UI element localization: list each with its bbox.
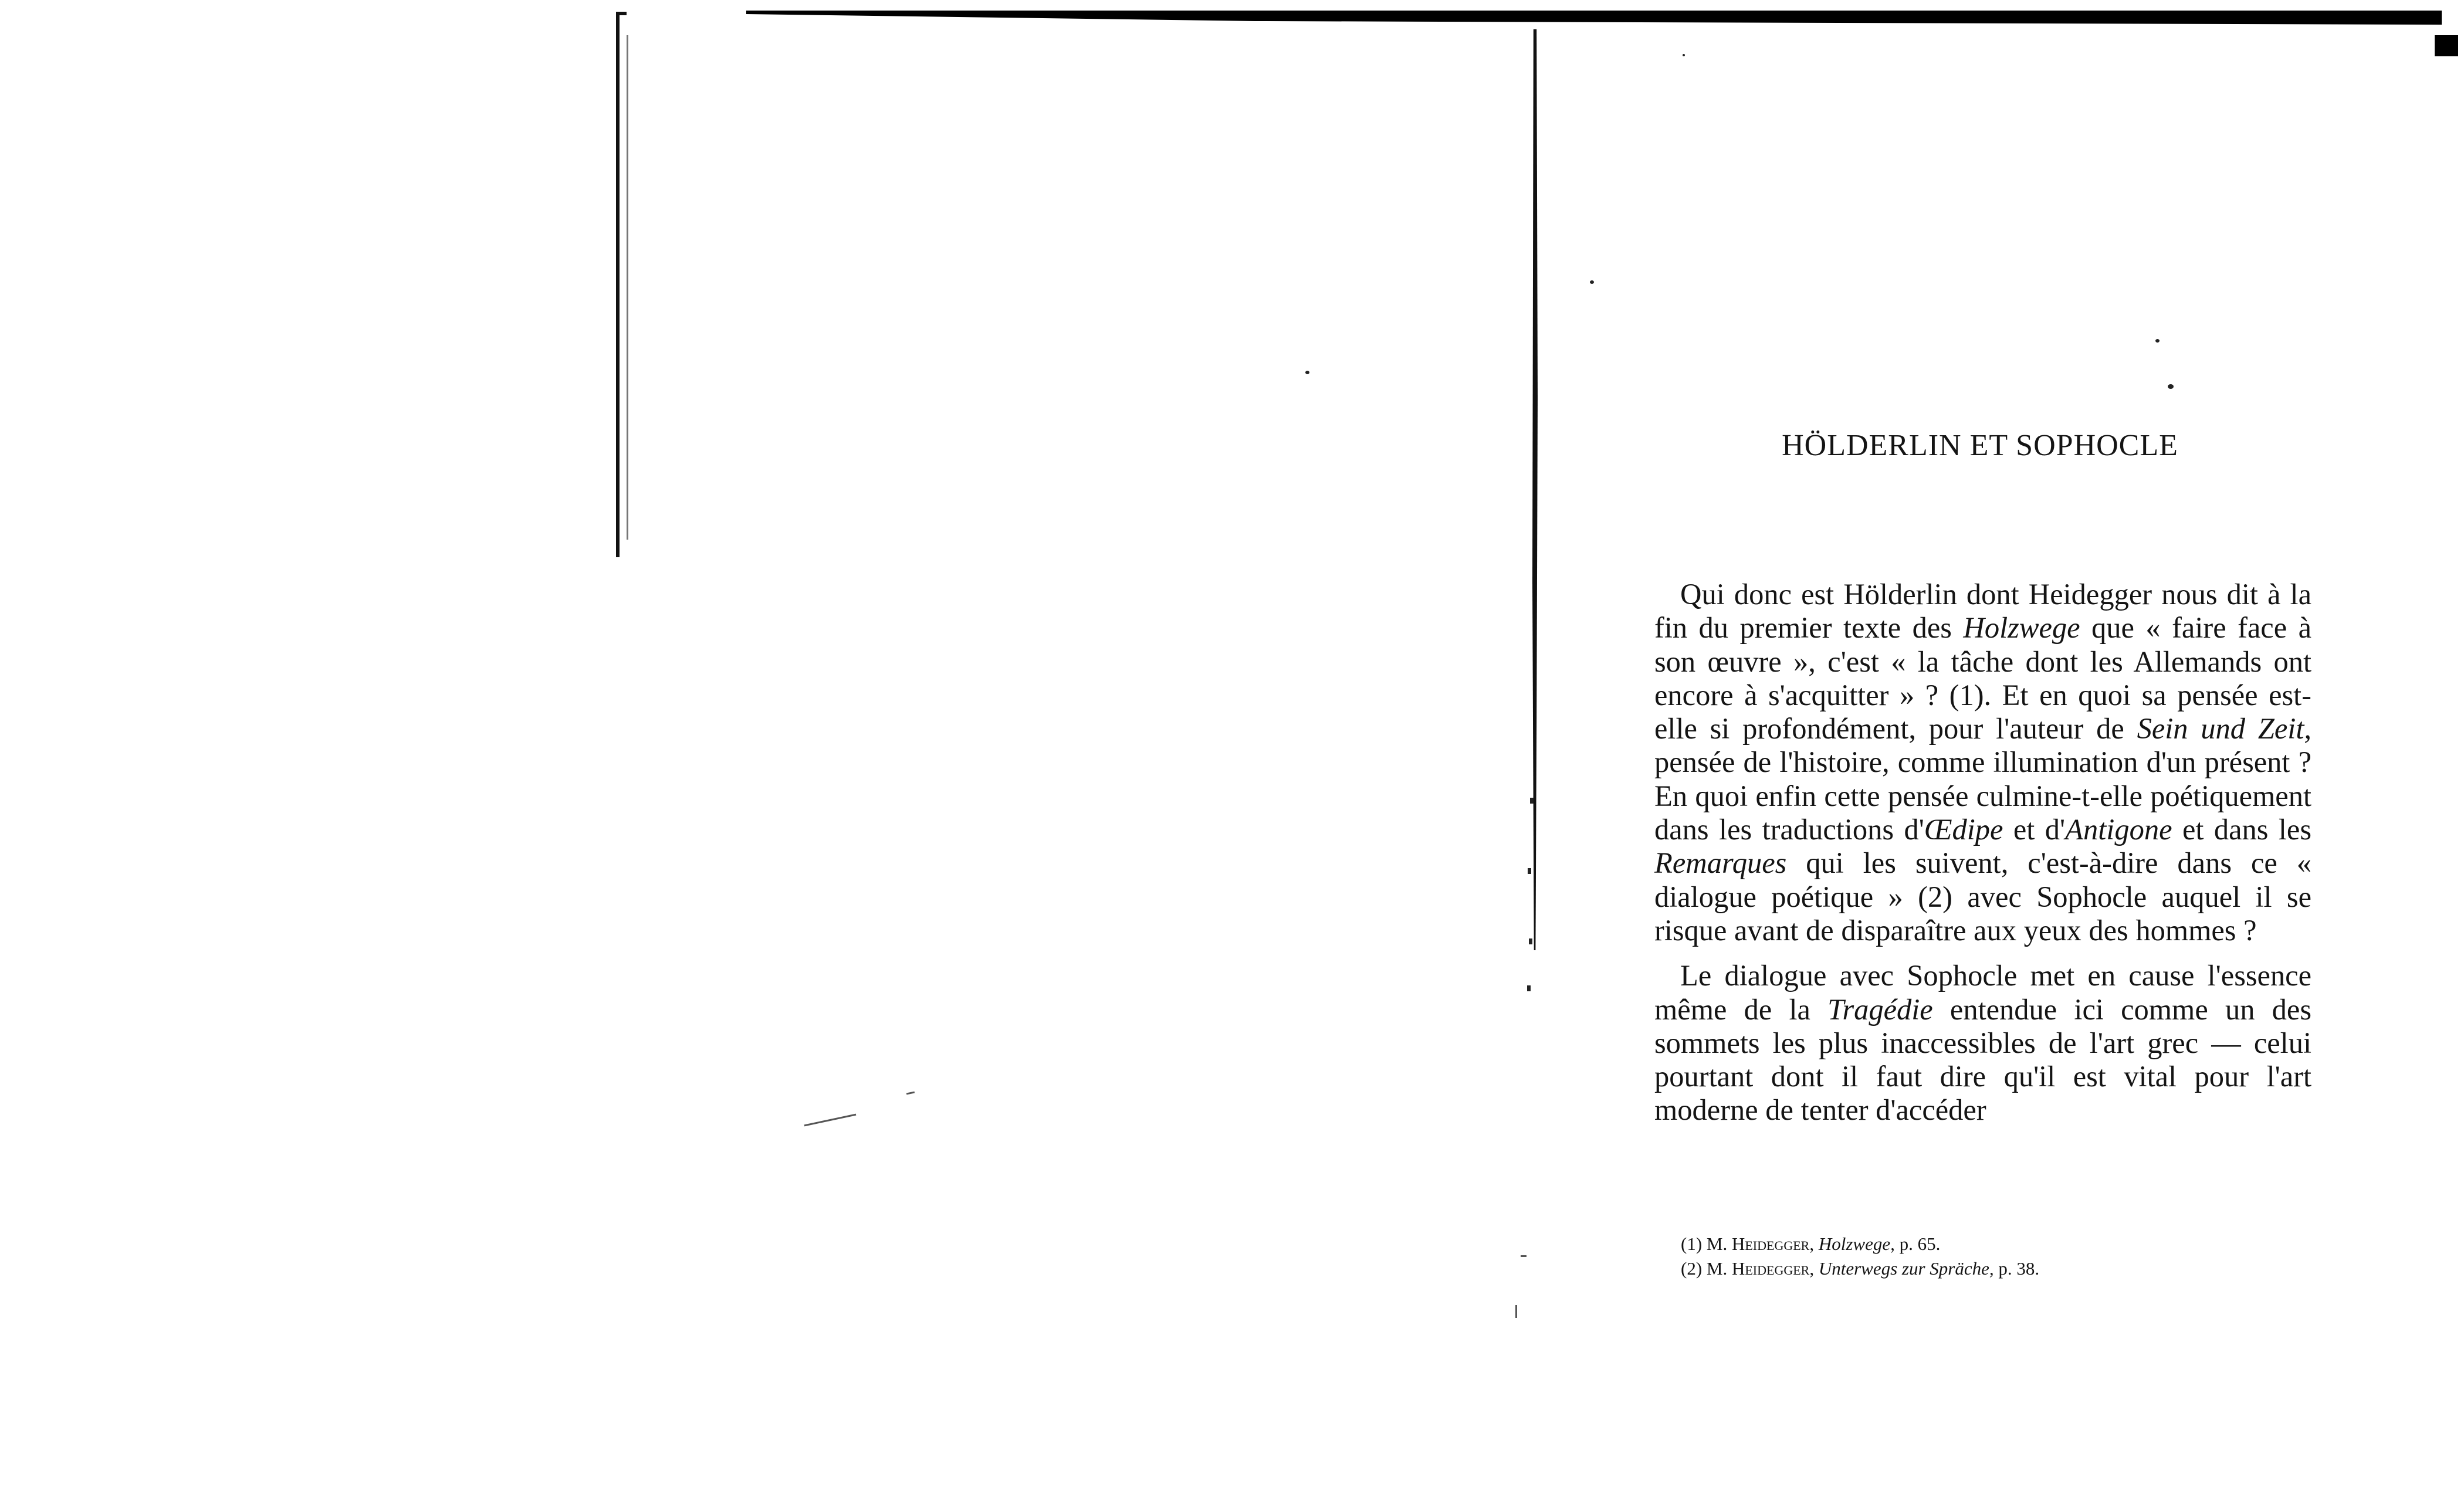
scan-speck [1683,54,1685,56]
paragraph-1-run: Qui donc est Hölderlin dont Heidegger nous dit à la fin du premier texte des [1654,578,2311,645]
gutter-fleck [1530,798,1534,804]
footnote-author-initial: M. [1706,1258,1728,1279]
paragraph-1-run-italic: Holzwege [1963,611,2080,645]
body-text [1654,578,2311,1139]
scan-stroke [1515,1305,1517,1318]
paragraph-2-run: Le dialogue avec Sophocle met en cause l'essence même de la [1654,959,2311,1026]
paragraph-2-run-italic: Tragédie [1827,992,1933,1026]
scan-speck [2155,339,2160,343]
scan-top-edge [746,11,2442,28]
paragraph-1 [1654,578,2311,947]
gutter-fleck [1529,938,1532,944]
footnote-page: p. 65. [1899,1234,1941,1254]
gutter-fleck [1528,868,1531,874]
scan-speck [2168,384,2174,389]
gutter-fleck [1527,985,1531,991]
scan-speck [1305,371,1309,374]
footnote-work: Holzwege, [1818,1234,1895,1254]
footnote-1 [1681,1232,2267,1256]
footnote-work: Unterwegs zur Spräche, [1818,1258,1994,1279]
footnote-author: Heidegger, [1731,1234,1815,1254]
footnotes [1681,1232,2267,1281]
left-page-edge-shadow [627,35,628,540]
paragraph-1-run: qui les suivent, c'est-à-dire dans ce « dialogue poétique » (2) avec Sophocle auquel il se risque avant de disparaître aux yeux des hommes ? [1654,846,2311,947]
footnote-2 [1681,1256,2267,1281]
scan-stroke [1521,1255,1527,1257]
paragraph-2-run: entendue ici comme un des sommets les plus inaccessibles de l'art grec — celui pourtant dont il faut dire qu'il est vital pour l'art moderne de tenter d'accéder [1654,992,2311,1127]
paragraph-1-run: et d' [2003,813,2066,846]
footnote-marker: (1) [1681,1234,1703,1254]
footnote-author: Heidegger, [1731,1258,1815,1279]
footnote-author-initial: M. [1706,1234,1728,1254]
footnote-marker: (2) [1681,1258,1703,1279]
paragraph-1-run-italic: Remarques [1654,846,1787,880]
chapter-title: HÖLDERLIN ET SOPHOCLE [1782,429,2178,462]
footnote-page: p. 38. [1998,1258,2040,1279]
paragraph-1-run-italic: Antigone [2065,813,2172,846]
paragraph-1-run: que « faire face à son œuvre », c'est « la tâche dont les Allemands ont encore à s'acquitter » ? (1). Et en quoi sa pensée est-elle si profondément, pour l'auteur de [1654,611,2311,746]
left-page-edge [616,12,627,557]
paragraph-1-run-italic: Œdipe [1924,813,2003,846]
book-gutter [1532,29,1538,950]
paragraph-1-run: pensée de l'histoire, comme illumination d'un présent ? En quoi enfin cette pensée culmine-t-elle poétiquement dans les traductions d' [1654,746,2311,846]
scan-stroke [804,1114,857,1127]
paragraph-1-run: et dans les [2172,813,2311,846]
paragraph-1-run-italic: Sein und Zeit, [2137,712,2311,746]
scan-corner-mark [2435,35,2458,56]
scan-speck [1590,280,1594,284]
scan-stroke [906,1092,915,1095]
paragraph-2 [1654,959,2311,1127]
